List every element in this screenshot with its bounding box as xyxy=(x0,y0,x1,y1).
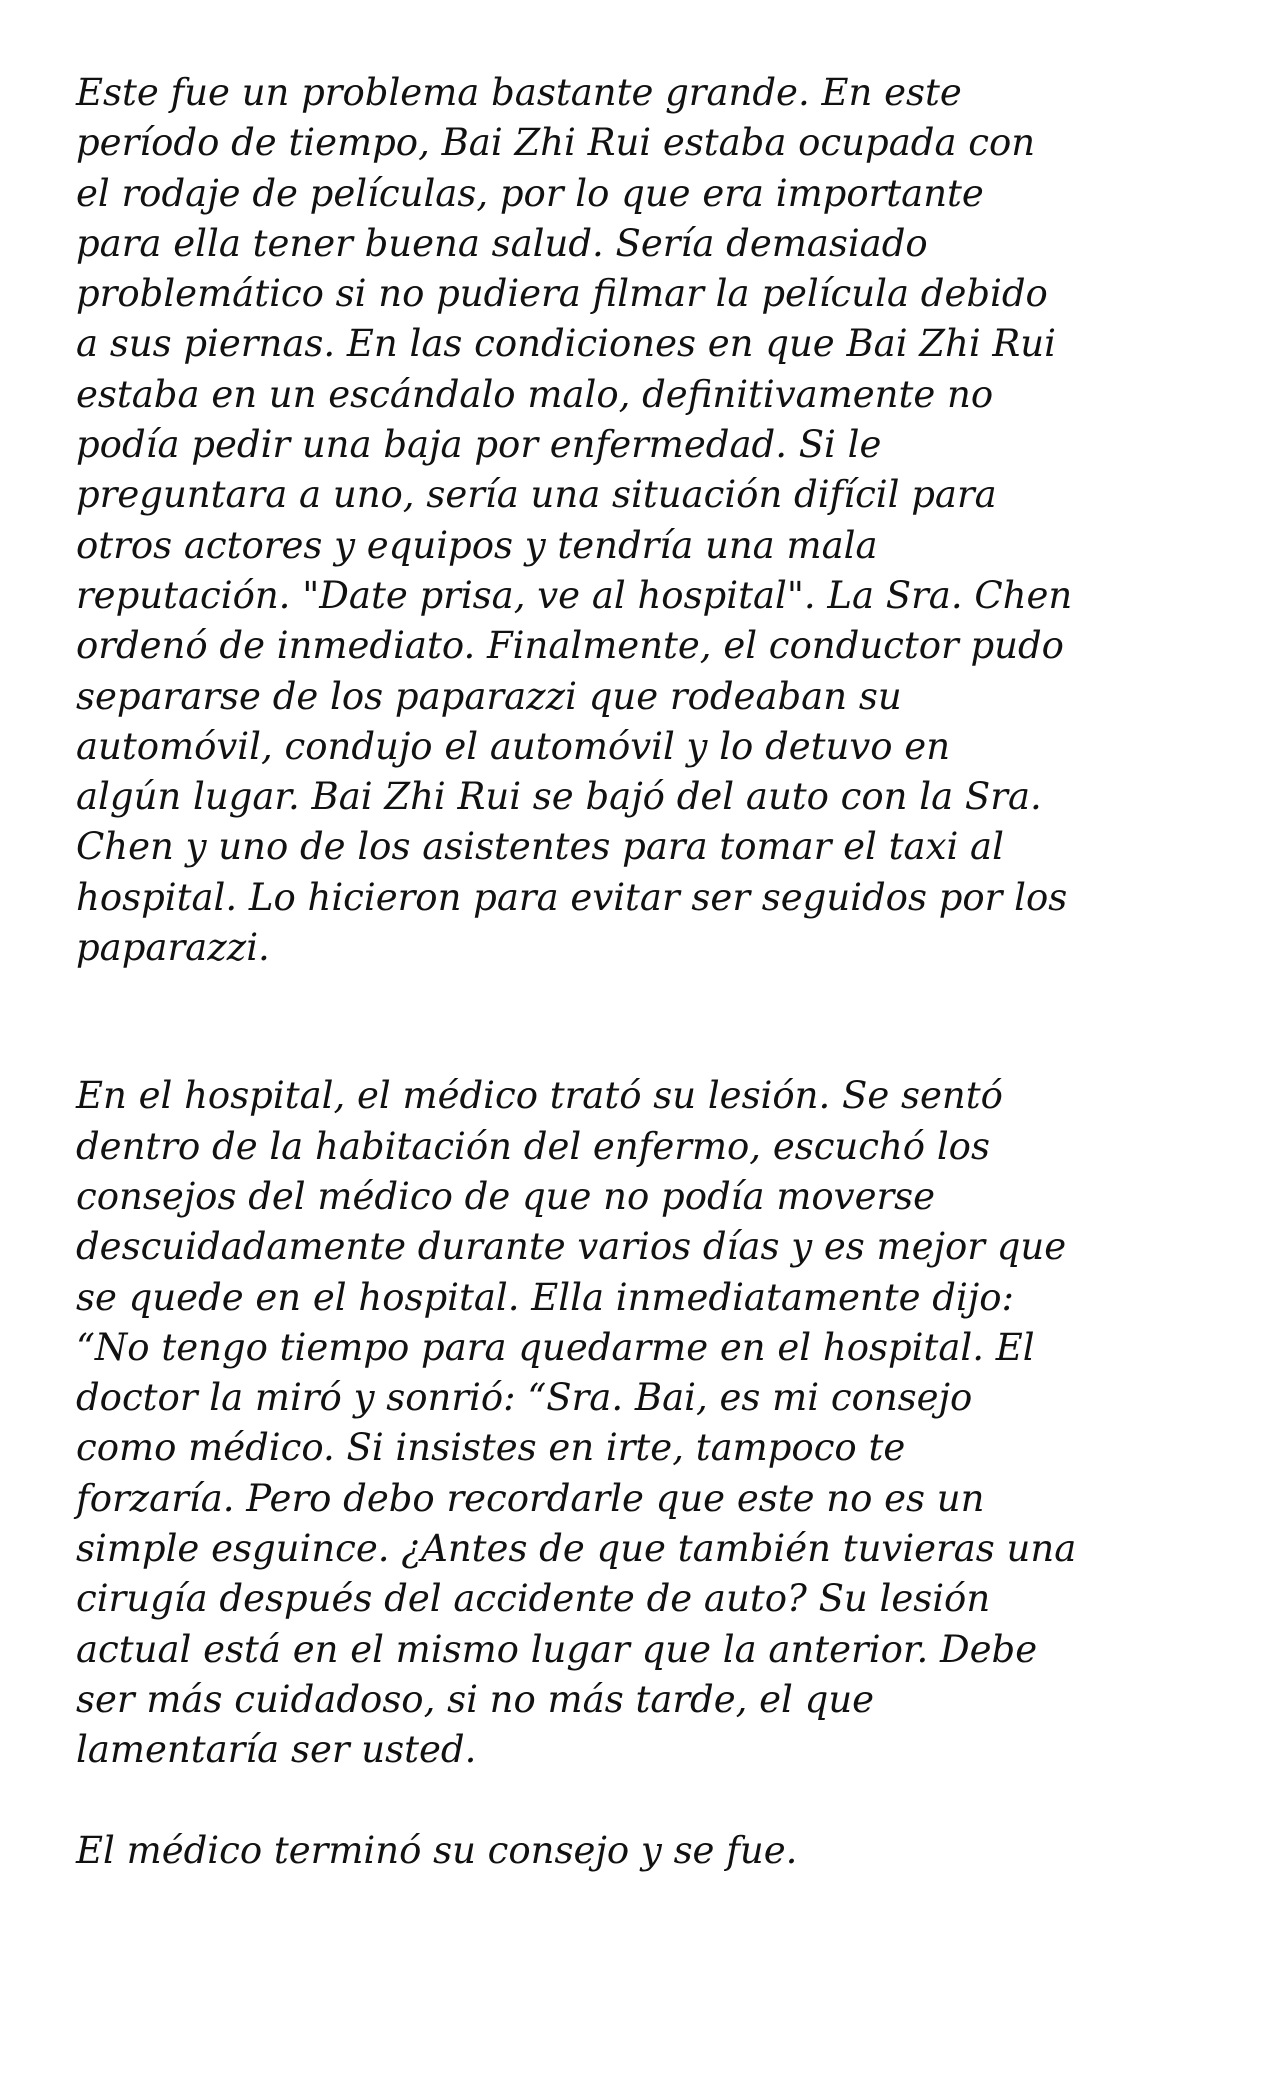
text-line: actual está en el mismo lugar que la anterior. Debe xyxy=(76,1627,1038,1671)
text-line: ordenó de inmediato. Finalmente, el conductor pudo xyxy=(76,624,1064,668)
text-line: lamentaría ser usted. xyxy=(76,1728,477,1772)
text-line: paparazzi. xyxy=(76,926,270,970)
text-line: simple esguince. ¿Antes de que también tuvieras una xyxy=(76,1527,1077,1571)
text-line: a sus piernas. En las condiciones en que Bai Zhi Rui xyxy=(76,322,1056,366)
text-line: En el hospital, el médico trató su lesión. Se sentó xyxy=(76,1074,1003,1118)
text-line: separarse de los paparazzi que rodeaban su xyxy=(76,674,902,718)
document-page xyxy=(76,68,1206,1876)
text-line: Chen y uno de los asistentes para tomar el taxi al xyxy=(76,825,1004,869)
text-line: algún lugar. Bai Zhi Rui se bajó del auto con la Sra. xyxy=(76,775,1042,819)
paragraph-3 xyxy=(76,1826,1206,1876)
text-line: doctor la miró y sonrió: “Sra. Bai, es mi consejo xyxy=(76,1376,973,1420)
text-line: problemático si no pudiera filmar la película debido xyxy=(76,272,1048,316)
text-line: para ella tener buena salud. Sería demasiado xyxy=(76,221,928,265)
paragraph-spacer xyxy=(76,1776,1206,1826)
paragraph-spacer xyxy=(76,973,1206,1071)
text-line: automóvil, condujo el automóvil y lo detuvo en xyxy=(76,724,951,768)
text-line: como médico. Si insistes en irte, tampoco te xyxy=(76,1426,906,1470)
text-line: cirugía después del accidente de auto? Su lesión xyxy=(76,1577,991,1621)
text-line: período de tiempo, Bai Zhi Rui estaba ocupada con xyxy=(76,121,1036,165)
text-line: estaba en un escándalo malo, definitivamente no xyxy=(76,372,994,416)
text-line: otros actores y equipos y tendría una mala xyxy=(76,523,878,567)
text-line: el rodaje de películas, por lo que era importante xyxy=(76,171,984,215)
text-line: Este fue un problema bastante grande. En este xyxy=(76,71,962,114)
text-line: El médico terminó su consejo y se fue. xyxy=(76,1828,798,1872)
text-line: podía pedir una baja por enfermedad. Si le xyxy=(76,423,882,467)
text-line: consejos del médico de que no podía moverse xyxy=(76,1174,936,1218)
paragraph-2 xyxy=(76,1071,1206,1775)
text-line: forzaría. Pero debo recordarle que este no es un xyxy=(76,1476,985,1520)
text-line: ser más cuidadoso, si no más tarde, el que xyxy=(76,1677,875,1721)
text-line: dentro de la habitación del enfermo, escuchó los xyxy=(76,1124,990,1168)
text-line: hospital. Lo hicieron para evitar ser seguidos por los xyxy=(76,875,1068,919)
text-line: “No tengo tiempo para quedarme en el hospital. El xyxy=(76,1325,1035,1369)
paragraph-1 xyxy=(76,68,1206,973)
text-line: descuidadamente durante varios días y es mejor que xyxy=(76,1225,1067,1269)
text-line: preguntara a uno, sería una situación difícil para xyxy=(76,473,997,517)
text-line: reputación. "Date prisa, ve al hospital". La Sra. Chen xyxy=(76,573,1073,617)
text-line: se quede en el hospital. Ella inmediatamente dijo: xyxy=(76,1275,1014,1319)
